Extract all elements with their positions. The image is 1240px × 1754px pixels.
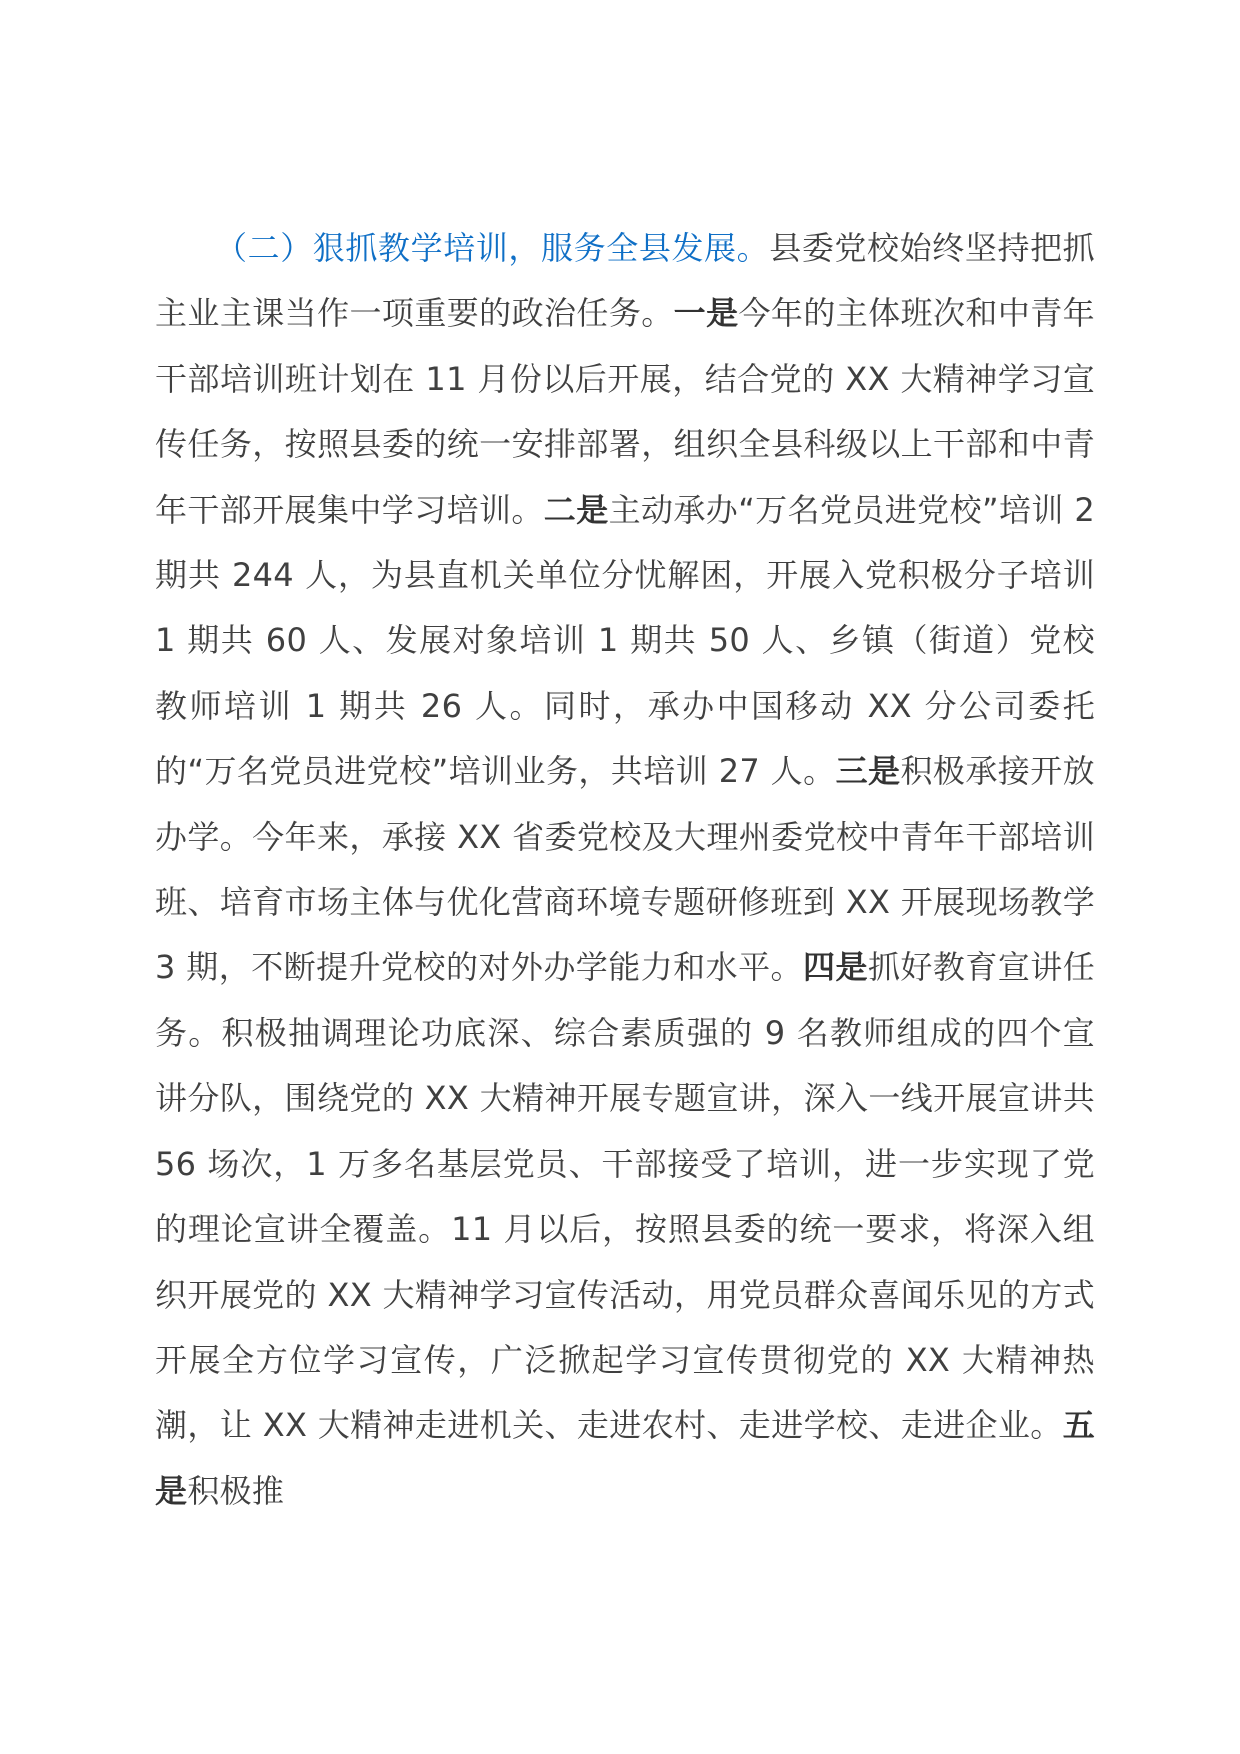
paragraph-text: 积极推 xyxy=(187,1471,285,1510)
paragraph-text: 主动承办“万名党员进党校”培训 2 期共 244 人，为县直机关单位分忧解困，开展入党积极分子培训 1 期共 60 人、发展对象培训 1 期共 50 人、乡镇（街道）党校教师培训 1 期共 26 人。同时，承办中国移动 XX 分公司委托的“万名党员进党校”培训业务，共培训 27 人。 xyxy=(155,490,1095,791)
bold-marker: 三是 xyxy=(835,752,901,791)
paragraph-text: 积极承接开放办学。今年来，承接 XX 省委党校及大理州委党校中青年干部培训班、培育市场主体与优化营商环境专题研修班到 XX 开展现场教学 3 期，不断提升党校的对外办学能力和水平。 xyxy=(155,752,1095,987)
bold-marker: 一是 xyxy=(673,294,739,333)
paragraph-text: 抓好教育宣讲任务。积极抽调理论功底深、综合素质强的 9 名教师组成的四个宣讲分队，围绕党的 XX 大精神开展专题宣讲，深入一线开展宣讲共 56 场次，1 万多名基层党员、干部接受了培训，进一步实现了党的理论宣讲全覆盖。11 月以后，按照县委的统一要求，将深入组织开展党的 XX 大精神学习宣传活动，用党员群众喜闻乐见的方式开展全方位学习宣传，广泛掀起学习宣传贯彻党的 XX 大精神热潮，让 XX 大精神走进机关、走进农村、走进学校、走进企业。 xyxy=(155,948,1095,1445)
bold-marker: 五是 xyxy=(155,1406,1095,1510)
paragraph-text: 今年的主体班次和中青年干部培训班计划在 11 月份以后开展，结合党的 XX 大精神学习宣传任务，按照县委的统一安排部署，组织全县科级以上干部和中青年干部开展集中学习培训。 xyxy=(155,294,1095,529)
section-heading: （二）狠抓教学培训，服务全县发展。 xyxy=(215,229,770,267)
body-paragraph xyxy=(155,216,1095,1524)
paragraph-text: 县委党校始终坚持把抓主业主课当作一项重要的政治任务。 xyxy=(155,229,1095,333)
bold-marker: 二是 xyxy=(543,490,609,529)
bold-marker: 四是 xyxy=(803,948,868,987)
